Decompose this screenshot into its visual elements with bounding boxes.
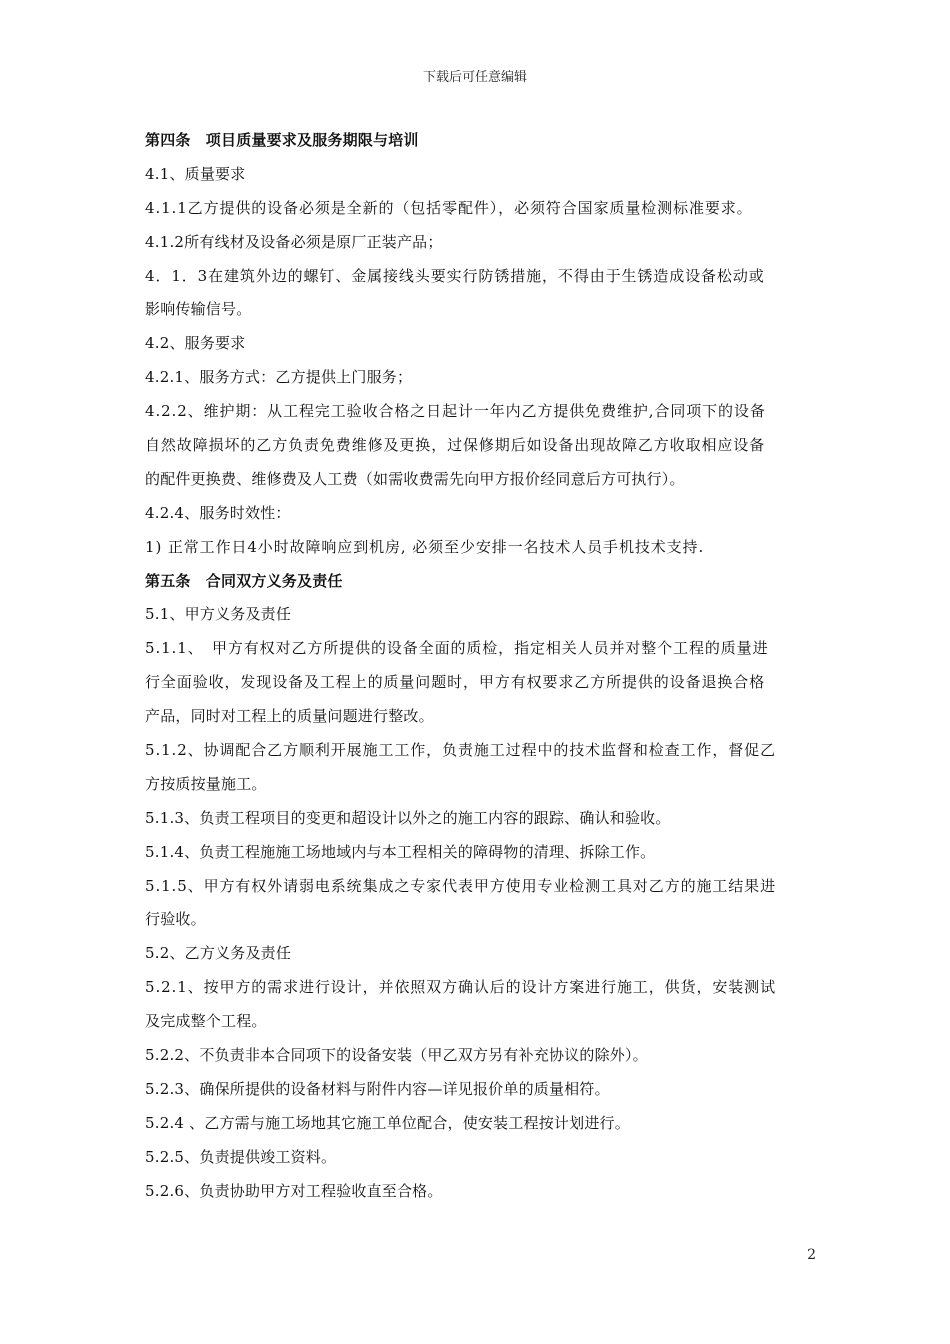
header-note: 下载后可任意编辑	[422, 70, 527, 85]
text-line: 1) 正常工作日4小时故障响应到机房, 必须至少安排一名技术人员手机技术支持.	[145, 537, 705, 556]
text-line: 4.1.1乙方提供的设备必须是全新的（包括零配件），必须符合国家质量检测标准要求。	[145, 198, 753, 217]
text-line: 5.1.2、协调配合乙方顺利开展施工工作，负责施工过程中的技术监督和检查工作，督促乙	[145, 741, 776, 760]
text-line: 5.2、乙方义务及责任	[145, 944, 292, 963]
page-number: 2	[807, 1247, 816, 1263]
text-line: 5.2.5、负责提供竣工资料。	[145, 1147, 337, 1166]
text-line: 5.2.3、确保所提供的设备材料与附件内容—详见报价单的质量相符。	[145, 1079, 610, 1098]
text-line: 5.1.3、负责工程项目的变更和超设计以外之的施工内容的跟踪、确认和验收。	[145, 808, 671, 827]
text-line: 4.2.4、服务时效性：	[145, 503, 291, 522]
text-line: 5.1.5、甲方有权外请弱电系统集成之专家代表甲方使用专业检测工具对乙方的施工结果进	[145, 876, 776, 895]
text-line: 及完成整个工程。	[145, 1012, 267, 1031]
text-line: 4．1．3在建筑外边的螺钉、金属接线头要实行防锈措施，不得由于生锈造成设备松动或	[145, 266, 765, 285]
text-line: 4.2、服务要求	[145, 334, 246, 353]
text-line: 5.2.1、按甲方的需求进行设计，并依照双方确认后的设计方案进行施工，供货，安装测试	[145, 978, 776, 997]
section-heading: 第五条 合同双方义务及责任	[145, 571, 343, 590]
text-line: 产品，同时对工程上的质量问题进行整改。	[145, 707, 434, 726]
document-body	[145, 124, 815, 1209]
text-line: 行全面验收，发现设备及工程上的质量问题时，甲方有权要求乙方所提供的设备退换合格	[145, 673, 766, 692]
text-line: 5.1.1、 甲方有权对乙方所提供的设备全面的质检，指定相关人员并对整个工程的质量进	[145, 639, 769, 658]
text-line: 5.2.4 、乙方需与施工场地其它施工单位配合，使安装工程按计划进行。	[145, 1113, 630, 1132]
text-line: 4.2.2、维护期：从工程完工验收合格之日起计一年内乙方提供免费维护,合同项下的设备	[145, 402, 766, 421]
text-line: 影响传输信号。	[145, 300, 252, 319]
section-heading: 第四条 项目质量要求及服务期限与培训	[145, 131, 419, 149]
text-line: 4.2.1、服务方式：乙方提供上门服务；	[145, 368, 413, 387]
text-line: 4.1.2所有线材及设备必须是原厂正装产品；	[145, 232, 443, 251]
text-line: 方按质按量施工。	[145, 774, 267, 793]
text-line: 自然故障损坏的乙方负责免费维修及更换，过保修期后如设备出现故障乙方收取相应设备	[145, 436, 766, 455]
text-line: 5.1、甲方义务及责任	[145, 605, 292, 624]
text-line: 5.2.2、不负责非本合同项下的设备安装（甲乙双方另有补充协议的除外）。	[145, 1046, 648, 1065]
text-line: 5.1.4、负责工程施施工场地域内与本工程相关的障碍物的清理、拆除工作。	[145, 842, 656, 861]
text-line: 行验收。	[145, 910, 206, 929]
text-line: 的配件更换费、维修费及人工费（如需收费需先向甲方报价经同意后方可执行）。	[145, 469, 685, 488]
text-line: 5.2.6、负责协助甲方对工程验收直至合格。	[145, 1181, 443, 1200]
text-line: 4.1、质量要求	[145, 164, 246, 183]
